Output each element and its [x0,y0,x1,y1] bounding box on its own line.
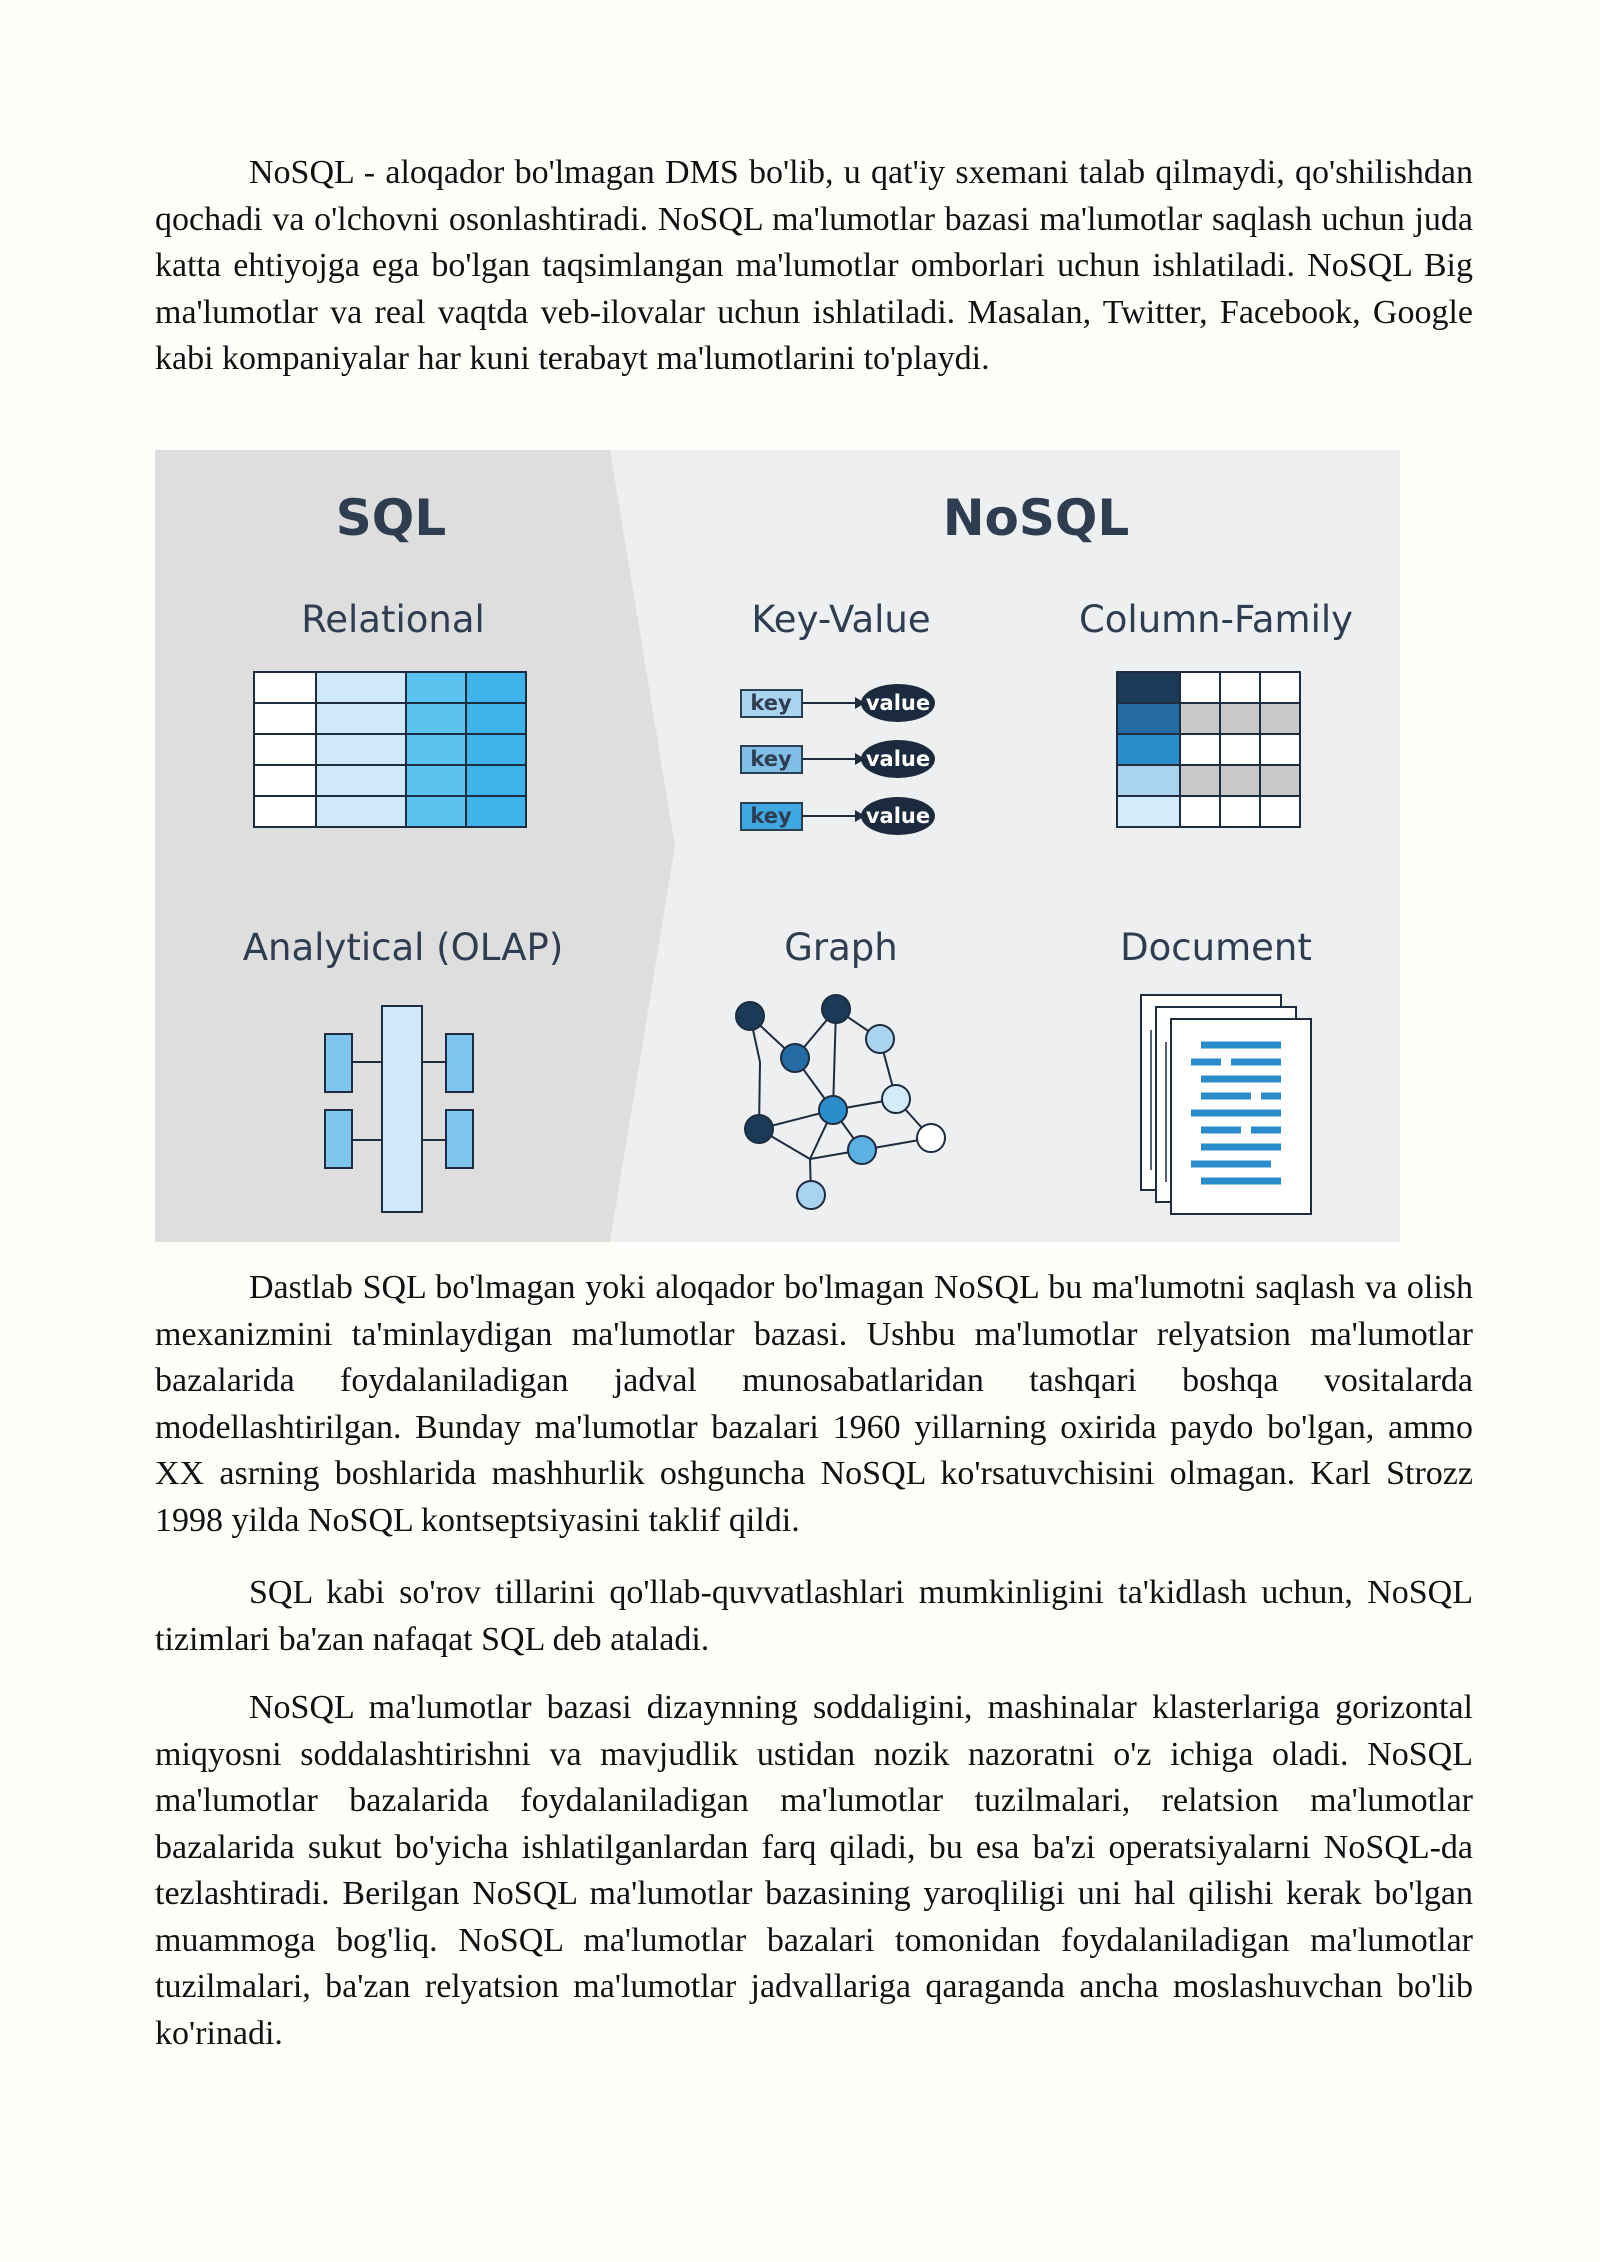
label-document: Document [1120,926,1312,969]
sql-title: SQL [335,489,447,547]
kv-key-label: key [750,747,792,771]
kv-value-label: value [865,747,931,771]
label-graph: Graph [784,926,898,969]
nosql-title: NoSQL [942,489,1130,547]
paragraph-design: NoSQL ma'lumotlar bazasi dizaynning soddaligini, mashinalar klasterlariga gorizontal miqyosni soddalashtirishni va mavjudlik ustidan nozik nazoratni o'z ichiga oladi. NoSQL ma'lumotlar bazalarida foydalaniladigan ma'lumotlar tuzilmalari, relatsion ma'lumotlar bazalarida sukut bo'yicha ishlatilganlardan farq qiladi, bu esa ba'zi operatsiyalarni NoSQL-da tezlashtiradi. Berilgan NoSQL ma'lumotlar bazasining yaroqliligi uni hal qilishi kerak bo'lgan muammoga bog'liq. NoSQL ma'lumotlar bazalari tomonidan foydalaniladigan ma'lumotlar tuzilmalari, ba'zan relyatsion ma'lumotlar jadvallariga qaraganda ancha moslashuvchan bo'lib ko'rinadi. [155,1689,1473,2052]
paragraph-intro: NoSQL - aloqador bo'lmagan DMS bo'lib, u qat'iy sxemani talab qilmaydi, qo'shilishdan qochadi va o'lchovni osonlashtiradi. NoSQL ma'lumotlar bazasi ma'lumotlar saqlash uchun juda katta ehtiyojga ega bo'lgan taqsimlangan ma'lumotlar omborlari uchun ishlatiladi. NoSQL Big ma'lumotlar va real vaqtda veb-ilovalar uchun ishlatiladi. Masalan, Twitter, Facebook, Google kabi kompaniyalar har kuni terabayt ma'lumotlarini to'playdi. [155,154,1473,377]
label-relational: Relational [301,598,485,641]
kv-value-label: value [865,691,931,715]
label-key-value: Key-Value [751,598,931,641]
label-olap: Analytical (OLAP) [242,926,564,969]
paragraph-not-only-sql: SQL kabi so'rov tillarini qo'llab-quvvatlashlari mumkinligini ta'kidlash uchun, NoSQL tizimlari ba'zan nafaqat SQL deb ataladi. [155,1574,1473,1658]
sql-vs-nosql-figure [155,450,1400,1242]
kv-key-label: key [750,691,792,715]
column-family-icon [1117,672,1300,827]
paragraph-history: Dastlab SQL bo'lmagan yoki aloqador bo'lmagan NoSQL bu ma'lumotni saqlash va olish mexanizmini ta'minlaydigan ma'lumotlar bazasi. Ushbu ma'lumotlar relyatsion ma'lumotlar bazalarida foydalaniladigan jadval munosabatlaridan tashqari boshqa vositalarda modellashtirilgan. Bunday ma'lumotlar bazalari 1960 yillarning oxirida paydo bo'lgan, ammo XX asrning boshlarida mashhurlik oshguncha NoSQL ko'rsatuvchisini olmagan. Karl Strozz 1998 yilda NoSQL kontseptsiyasini taklif qildi. [155,1269,1473,1539]
table-icon [254,672,526,827]
kv-value-label: value [865,804,931,828]
kv-key-label: key [750,804,792,828]
document-icon [1141,995,1311,1214]
label-column-family: Column-Family [1078,598,1354,641]
